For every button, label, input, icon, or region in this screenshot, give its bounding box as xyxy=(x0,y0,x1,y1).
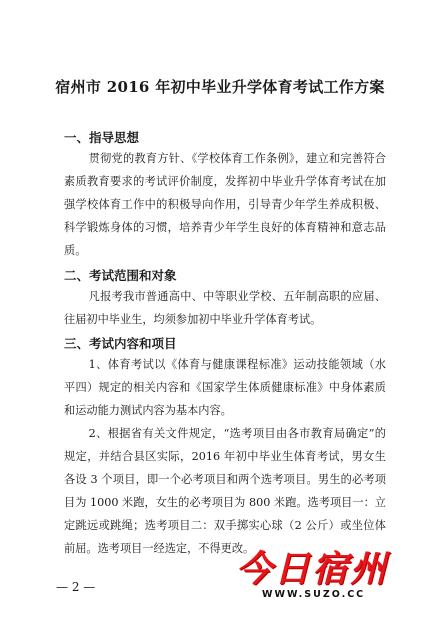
watermark-logo xyxy=(228,541,408,609)
page-number: — 2 — xyxy=(56,580,96,594)
section-heading-3: 三、考试内容和项目 xyxy=(64,336,177,351)
document-title: 宿州市 2016 年初中毕业升学体育考试工作方案 xyxy=(55,78,385,96)
section-heading-2: 二、考试范围和对象 xyxy=(64,268,177,283)
section-3-paragraph-2: 2、根据省有关文件规定，“选考项目由各市教育局确定”的规定，并结合县区实际，2016 年初中毕业生体育考试，男女生各设 3 个项目，即一个必考项目和两个选考项目。男生的必考项目为 1000 米跑，女生的必考项目为 800 米跑。选考项目一：立定跳远或跳绳；选考项目二：双手掷实心球（2 公斤）或坐位体前屈。选考项目一经选定，不得更改。 xyxy=(64,427,386,555)
section-1-paragraph: 贯彻党的教育方针、《学校体育工作条例》，建立和完善符合素质教育要求的考试评价制度，发挥初中毕业升学体育考试在加强学校体育工作中的积极导向作用，引导青少年学生养成积极、科学锻炼身体的习惯，培养青少年学生良好的体育精神和意志品质。 xyxy=(64,152,386,257)
section-3-paragraph-1: 1、体育考试以《体育与健康课程标准》运动技能领域（水平四）规定的相关内容和《国家学生体质健康标准》中身体素质和运动能力测试内容为基本内容。 xyxy=(64,358,386,417)
watermark-url: WWW.SUZO.CC xyxy=(262,589,366,600)
watermark-logo-text: 今日宿州 xyxy=(236,549,389,590)
section-heading-1: 一、指导思想 xyxy=(64,130,140,145)
section-2-paragraph: 凡报考我市普通高中、中等职业学校、五年制高职的应届、往届初中毕业生，均须参加初中毕业升学体育考试。 xyxy=(64,290,386,326)
